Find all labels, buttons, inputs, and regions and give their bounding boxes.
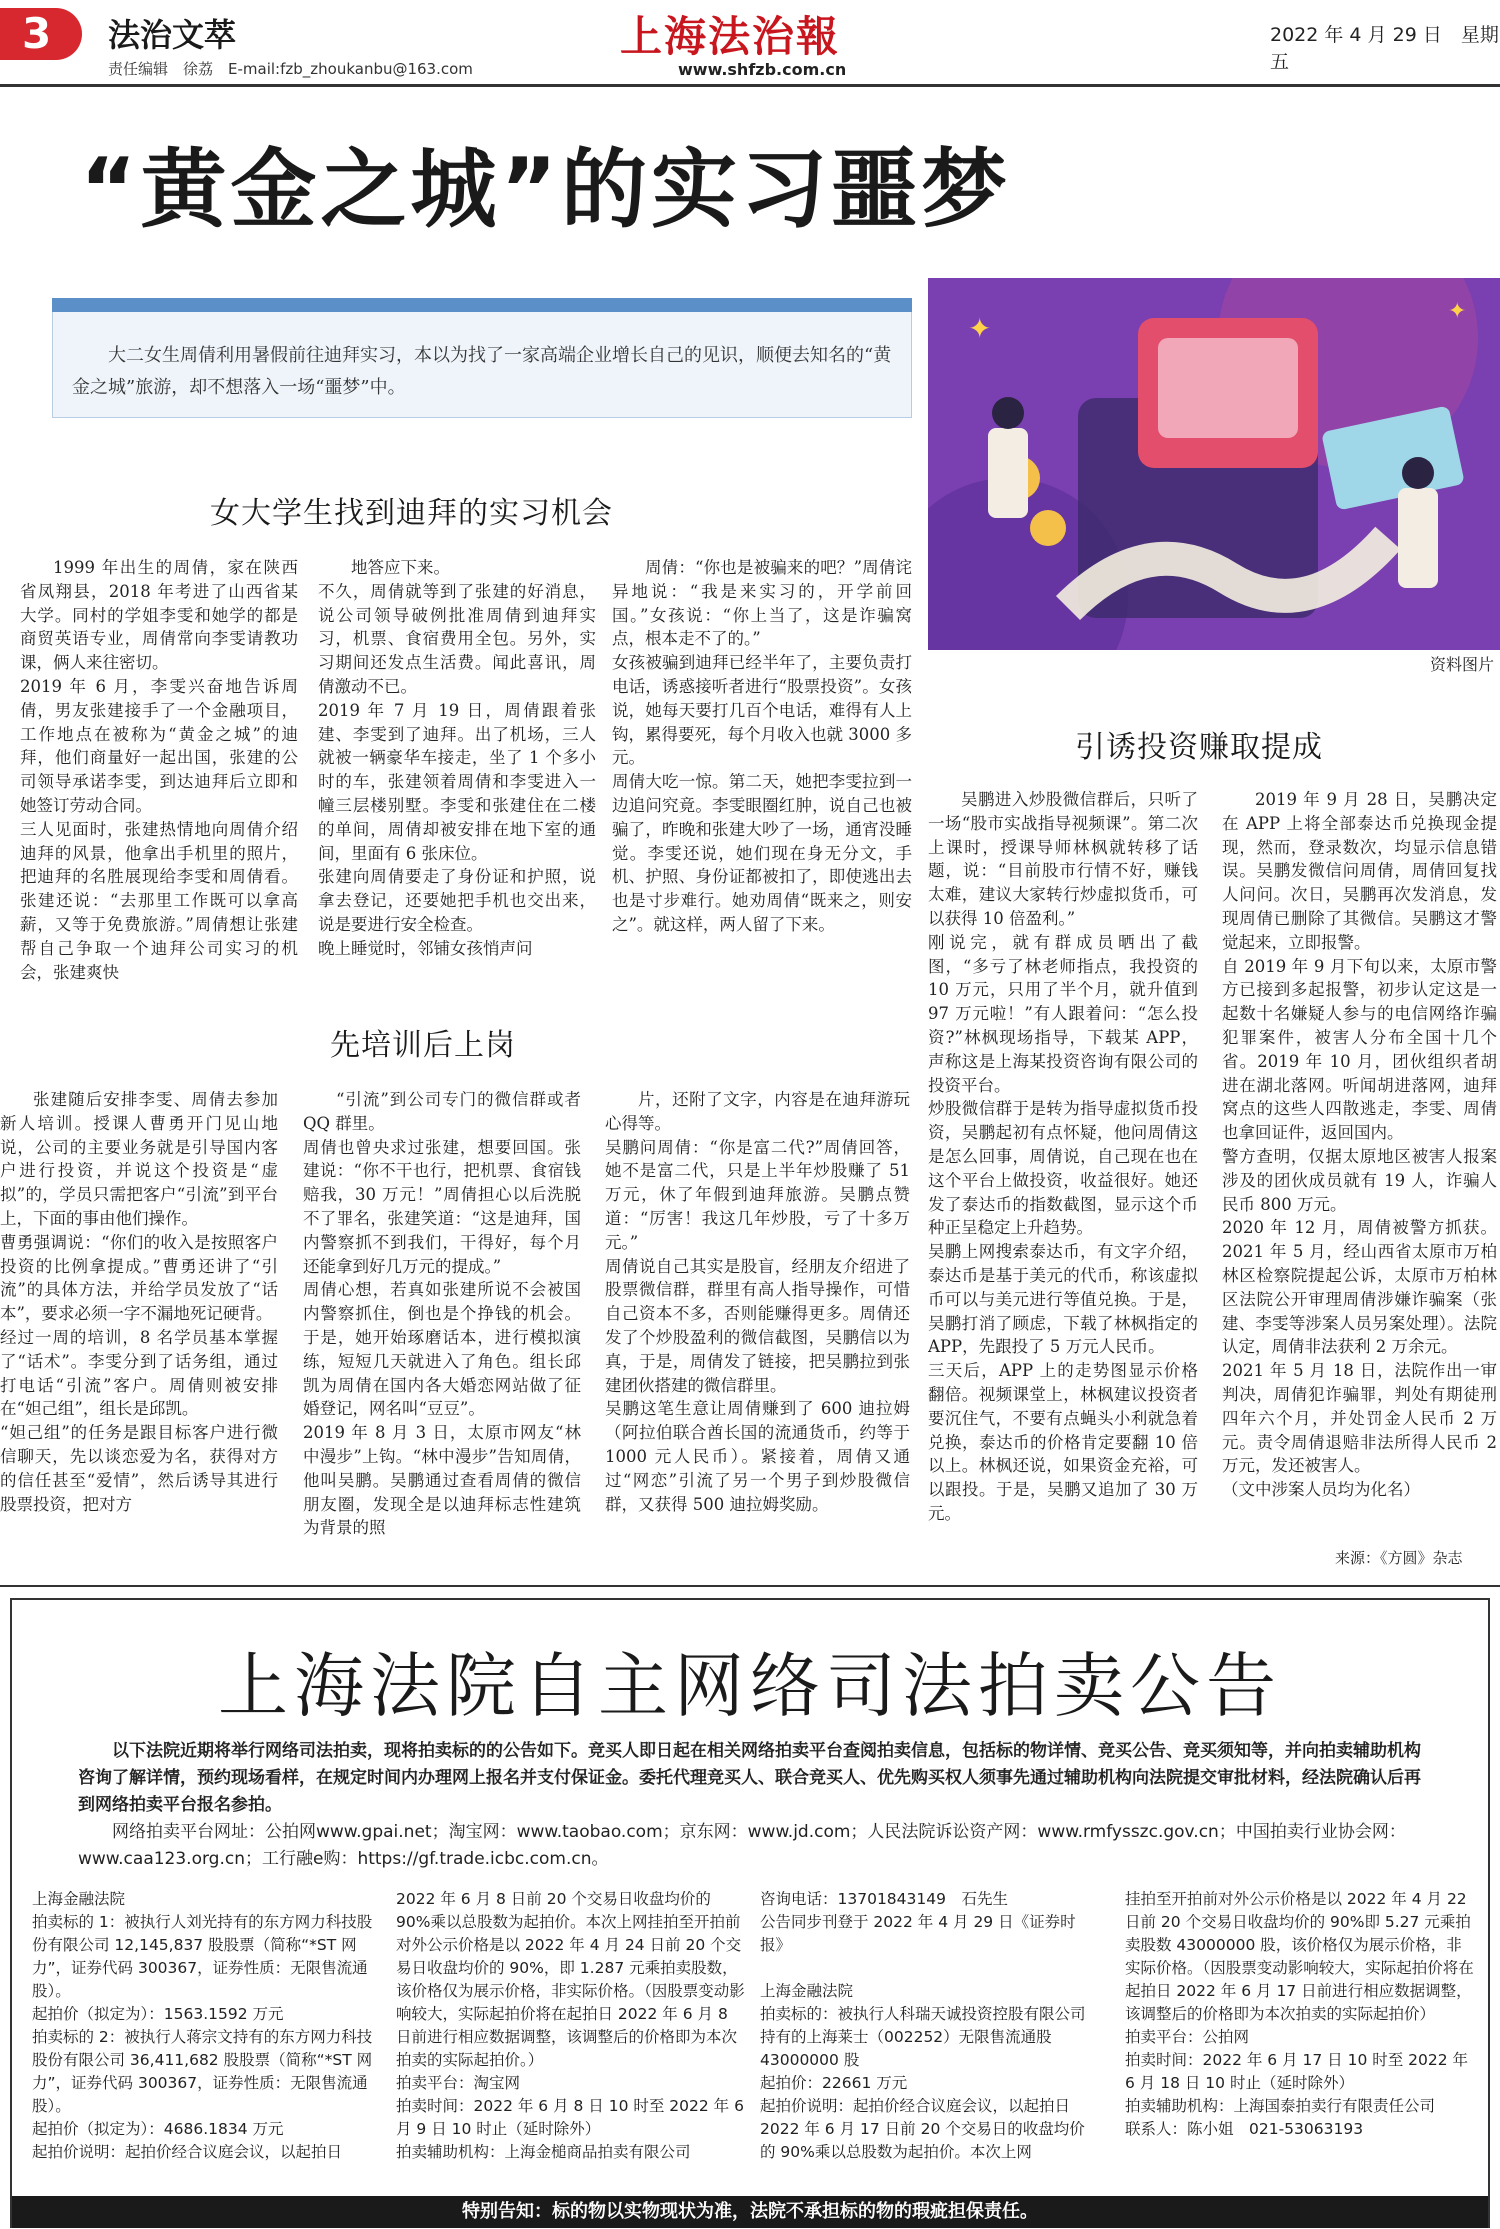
auction-col4: 挂拍至开拍前对外公示价格是以 2022 年 4 月 22 日前 20 个交易日收盘均价的 90%即 5.27 元乘拍卖股数 43000000 股，该价格仅为展示价格，非实际价格。（因股票变动影响较大，实际起拍价将在起拍日 2022 年 6 月 17 日前进行相应数据调整，该调整后的价格即为本次拍卖的实际起拍价） 拍卖平台：公拍网 拍卖时间：2022 年 6 月 17 日 10 时至 2022 年 6 月 18 日 10 时止（延时除外） 拍卖辅助机构：上海国泰拍卖行有限责任公司 联系人：陈小姐 021-53063193 <box>1125 1890 1474 2138</box>
illustration-image <box>928 278 1500 650</box>
section1-col1 <box>20 556 298 986</box>
section3-col1 <box>928 788 1198 1528</box>
article-source: 来源：《方圆》杂志 <box>1335 1549 1463 1567</box>
section3-col2-text: 2019 年 9 月 28 日，吴鹏决定在 APP 上将全部泰达币兑换现金提现，然而，登录数次，均显示信息错误。吴鹏发微信问周倩，周倩回复找人问问。次日，吴鹏再次发消息，发现周倩已删除了其微信。吴鹏这才警觉起来，立即报警。 自 2019 年 9 月下旬以来，太原市警方已接到多起报警，初步认定这是一起数十名嫌疑人参与的电信网络诈骗犯罪案件，被害人分布全国十几个省。2019 年 10 月，团伙组织者胡进在湖北落网。听闻胡进落网，迪拜窝点的这些人四散逃走，李雯、周倩也拿回证件，返回国内。 警方查明，仅据太原地区被害人报案涉及的团伙成员就有 19 人，诈骗人民币 800 万元。 2020 年 12 月，周倩被警方抓获。2021 年 5 月，经山西省太原市万柏林区检察院提起公诉，太原市万柏林区法院公开审理周倩涉嫌诈骗案（张建、李雯等涉案人员另案处理）。法院认定，周倩非法获利 2 万余元。 2021 年 5 月 18 日，法院作出一审判决，周倩犯诈骗罪，判处有期徒刑四年六个月，并处罚金人民币 2 万元。责令周倩退赔非法所得人民币 2 万元，发还被害人。 （文中涉案人员均为化名） <box>1222 790 1497 1500</box>
subhead-3: 引诱投资赚取提成 <box>1075 730 1323 765</box>
section-divider <box>0 1585 1500 1587</box>
section2-col2-text: “引流”到公司专门的微信群或者 QQ 群里。 周倩也曾央求过张建，想要回国。张建说：“你不干也行，把机票、食宿钱赔我，30 万元！”周倩担心以后洗脱不了罪名，张建笑道：“这是迪拜，国内警察抓不到我们，干得好，每个月还能拿到好几万元的提成。” 周倩心想，若真如张建所说不会被国内警察抓住，倒也是个挣钱的机会。于是，她开始琢磨话本，进行模拟演练，短短几天就进入了角色。组长邱凯为周倩在国内各大婚恋网站做了征婚登记，网名叫“豆豆”。 2019 年 8 月 3 日，太原市网友“林中漫步”上钩。“林中漫步”告知周倩，他叫吴鹏。吴鹏通过查看周倩的微信朋友圈，发现全是以迪拜标志性建筑为背景的照 <box>303 1090 581 1538</box>
newspaper-logo: 上海法治報 <box>620 12 841 61</box>
issue-date: 2022 年 4 月 29 日 星期五 <box>1270 24 1499 73</box>
auction-col2: 2022 年 6 月 8 日前 20 个交易日收盘均价的 90%乘以总股数为起拍价。本次上网挂拍至开拍前对外公示价格是以 2022 年 4 月 24 日前 20 个交易日收盘均价的 90%，即 1.287 元乘拍卖股数，该价格仅为展示价格，非实际价格。（因股票变动影响较大，实际起拍价将在起拍日 2022 年 6 月 8 日前进行相应数据调整，该调整后的价格即为本次拍卖的实际起拍价。） 拍卖平台：淘宝网 拍卖时间：2022 年 6 月 8 日 10 时至 2022 年 6 月 9 日 10 时止（延时除外） 拍卖辅助机构：上海金槌商品拍卖有限公司 <box>396 1890 745 2161</box>
section1-col2 <box>318 556 596 986</box>
section2-col3 <box>605 1088 910 1578</box>
newspaper-url[interactable]: www.shfzb.com.cn <box>678 60 847 79</box>
subhead-1: 女大学生找到迪拜的实习机会 <box>210 496 613 531</box>
section3-col2 <box>1222 788 1497 1528</box>
page-number: 3 <box>0 8 82 60</box>
article-lead: 大二女生周倩利用暑假前往迪拜实习，本以为找了一家高端企业增长自己的见识，顺便去知名的“黄金之城”旅游，却不想落入一场“噩梦”中。 <box>72 345 892 398</box>
subhead-2: 先培训后上岗 <box>330 1028 516 1063</box>
svg-text:✦: ✦ <box>1448 299 1467 324</box>
auction-col1: 上海金融法院 拍卖标的 1：被执行人刘光持有的东方网力科技股份有限公司 12,145,837 股股票（简称“*ST 网力”，证券代码 300367，证券性质：无限售流通股）。 起拍价（拟定为）：1563.1592 万元 拍卖标的 2：被执行人蒋宗文持有的东方网力科技股份有限公司 36,411,682 股股票（简称“*ST 网力”，证券代码 300367，证券性质：无限售流通股）。 起拍价（拟定为）：4686.1834 万元 起拍价说明：起拍价经合议庭会议，以起拍日 <box>32 1890 373 2161</box>
section1-col3 <box>612 556 912 986</box>
auction-intro-text: 以下法院近期将举行网络司法拍卖，现将拍卖标的的公告如下。竞买人即日起在相关网络拍卖平台查阅拍卖信息，包括标的物详情、竞买公告、竞买须知等，并向拍卖辅助机构咨询了解详情，预约现场看样，在规定时间内办理网上报名并支付保证金。委托代理竞买人、联合竞买人、优先购买权人须事先通过辅助机构向法院提交审批材料，经法院确认后再到网络拍卖平台报名参拍。 <box>78 1741 1421 1815</box>
special-notice: 特别告知：标的物以实物现状为准，法院不承担标的物的瑕疵担保责任。 <box>12 2196 1488 2228</box>
image-caption: 资料图片 <box>1430 655 1495 674</box>
auction-platforms[interactable]: 网络拍卖平台网址：公拍网www.gpai.net；淘宝网：www.taobao.com；京东网：www.jd.com；人民法院诉讼资产网：www.rmfysszc.gov.cn；中国拍卖行业协会网：www.caa123.org.cn；工行融e购：https://gf.trade.icbc.com.cn。 <box>78 1822 1406 1869</box>
section2-col3-text: 片，还附了文字，内容是在迪拜游玩心得等。 吴鹏问周倩：“你是富二代?”周倩回答，她不是富二代，只是上半年炒股赚了 51 万元，休了年假到迪拜旅游。吴鹏点赞道：“厉害！我这几年炒股，亏了十多万元。” 周倩说自己其实是股盲，经朋友介绍进了股票微信群，群里有高人指导操作，可惜自己资本不多，否则能赚得更多。周倩还发了个炒股盈利的微信截图，吴鹏信以为真，于是，周倩发了链接，把吴鹏拉到张建团伙搭建的微信群里。 吴鹏这笔生意让周倩赚到了 600 迪拉姆（阿拉伯联合酋长国的流通货币，约等于 1000 元人民币）。紧接着，周倩又通过“网恋”引流了另一个男子到炒股微信群，又获得 500 迪拉姆奖励。 <box>605 1090 910 1514</box>
section2-col1-text: 张建随后安排李雯、周倩去参加新人培训。授课人曹勇开门见山地说，公司的主要业务就是引导国内客户进行投资，并说这个投资是“虚拟”的，学员只需把客户“引流”到平台上，下面的事由他们操作。 曹勇强调说：“你们的收入是按照客户投资的比例拿提成。”曹勇还讲了“引流”的具体方法，并给学员发放了“话本”，要求必须一字不漏地死记硬背。 经过一周的培训，8 名学员基本掌握了“话术”。李雯分到了话务组，通过打电话“引流”客户。周倩则被安排在“妲己组”，组长是邱凯。 “妲己组”的任务是跟目标客户进行微信聊天，先以谈恋爱为名，获得对方的信任甚至“爱情”，然后诱导其进行股票投资，把对方 <box>0 1090 278 1514</box>
section2-col2 <box>303 1088 581 1578</box>
section1-col3-text: 周倩：“你也是被骗来的吧？”周倩诧异地说：“我是来实习的，开学前回国。”女孩说：“你上当了，这是诈骗窝点，根本走不了的。” 女孩被骗到迪拜已经半年了，主要负责打电话，诱惑接听者进行“股票投资”。女孩说，她每天要打几百个电话，难得有人上钩，累得要死，每个月收入也就 3000 多元。 周倩大吃一惊。第二天，她把李雯拉到一边追问究竟。李雯眼圈红肿，说自己也被骗了，昨晚和张建大吵了一场，通宵没睡觉。李雯还说，她们现在身无分文，手机、护照、身份证都被扣了，即使逃出去也是寸步难行。她劝周倩“既来之，则安之”。就这样，两人留了下来。 <box>612 558 912 934</box>
section-title: 法治文萃 <box>108 16 237 54</box>
section1-col1-text: 1999 年出生的周倩，家在陕西省凤翔县，2018 年考进了山西省某大学。同村的学姐李雯和她学的都是商贸英语专业，周倩常向李雯请教功课，俩人来往密切。 2019 年 6 月，李雯兴奋地告诉周倩，男友张建接手了一个金融项目，工作地点在被称为“黄金之城”的迪拜，他们商量好一起出国，张建的公司领导承诺李雯，到达迪拜后立即和她签订劳动合同。 三人见面时，张建热情地向周倩介绍迪拜的风景，他拿出手机里的照片，把迪拜的名胜展现给李雯和周倩看。张建还说：“去那里工作既可以拿高薪，又等于免费旅游。”周倩想让张建帮自己争取一个迪拜公司实习的机会，张建爽快 <box>20 558 298 982</box>
editor-line: 责任编辑 徐荔 E-mail:fzb_zhoukanbu@163.com <box>108 60 473 78</box>
auction-col3: 咨询电话：13701843149 石先生 公告同步刊登于 2022 年 4 月 29 日《证券时报》 上海金融法院 拍卖标的：被执行人科瑞天诚投资控股有限公司持有的上海莱士（002252）无限售流通股 43000000 股 起拍价：22661 万元 起拍价说明：起拍价经合议庭会议，以起拍日 2022 年 6 月 17 日前 20 个交易日的收盘均价的 90%乘以总股数为起拍价。本次上网 <box>760 1890 1086 2161</box>
lead-bar <box>52 298 912 312</box>
section1-col2-text: 地答应下来。 不久，周倩就等到了张建的好消息，说公司领导破例批准周倩到迪拜实习，机票、食宿费用全包。另外，实习期间还发点生活费。闻此喜讯，周倩激动不已。 2019 年 7 月 19 日，周倩跟着张建、李雯到了迪拜。出了机场，三人就被一辆豪华车接走，坐了 1 个多小时的车，张建领着周倩和李雯进入一幢三层楼别墅。李雯和张建住在二楼的单间，周倩却被安排在地下室的通间，里面有 6 张床位。 张建向周倩要走了身份证和护照，说拿去登记，还要她把手机也交出来，说是要进行安全检查。 晚上睡觉时，邻铺女孩悄声问 <box>318 558 596 958</box>
auction-intro <box>78 1738 1423 1873</box>
section3-col1-text: 吴鹏进入炒股微信群后，只听了一场“股市实战指导视频课”。第二次上课时，授课导师林枫就转移了话题，说：“目前股市行情不好，赚钱太难，建议大家转行炒虚拟货币，可以获得 10 倍盈利。” 刚说完，就有群成员晒出了截图，“多亏了林老师指点，我投资的 10 万元，只用了半个月，就升值到 97 万元啦！”有人跟着问：“怎么投资?”林枫现场指导，下载某 APP，声称这是上海某投资咨询有限公司的投资平台。 炒股微信群于是转为指导虚拟货币投资，吴鹏起初有点怀疑，他问周倩这是怎么回事，周倩说，自己现在也在这个平台上做投资，收益很好。她还发了泰达币的指数截图，显示这个币种正呈稳定上升趋势。 吴鹏上网搜索泰达币，有文字介绍，泰达币是基于美元的代币，称该虚拟币可以与美元进行等值兑换。于是，吴鹏打消了顾虑，下载了林枫指定的 APP，先跟投了 5 万元人民币。 三天后，APP 上的走势图显示价格翻倍。视频课堂上，林枫建议投资者要沉住气，不要有点蝇头小利就急着兑换，泰达币的价格肯定要翻 10 倍以上。林枫还说，如果资金充裕，可以跟投。于是，吴鹏又追加了 30 万元。 <box>928 790 1198 1523</box>
header-rule <box>0 84 1500 87</box>
svg-text:✦: ✦ <box>968 312 992 345</box>
article-title: “黄金之城”的实习噩梦 <box>80 140 1012 240</box>
auction-title: 上海法院自主网络司法拍卖公告 <box>218 1645 1282 1727</box>
section2-col1 <box>0 1088 278 1578</box>
